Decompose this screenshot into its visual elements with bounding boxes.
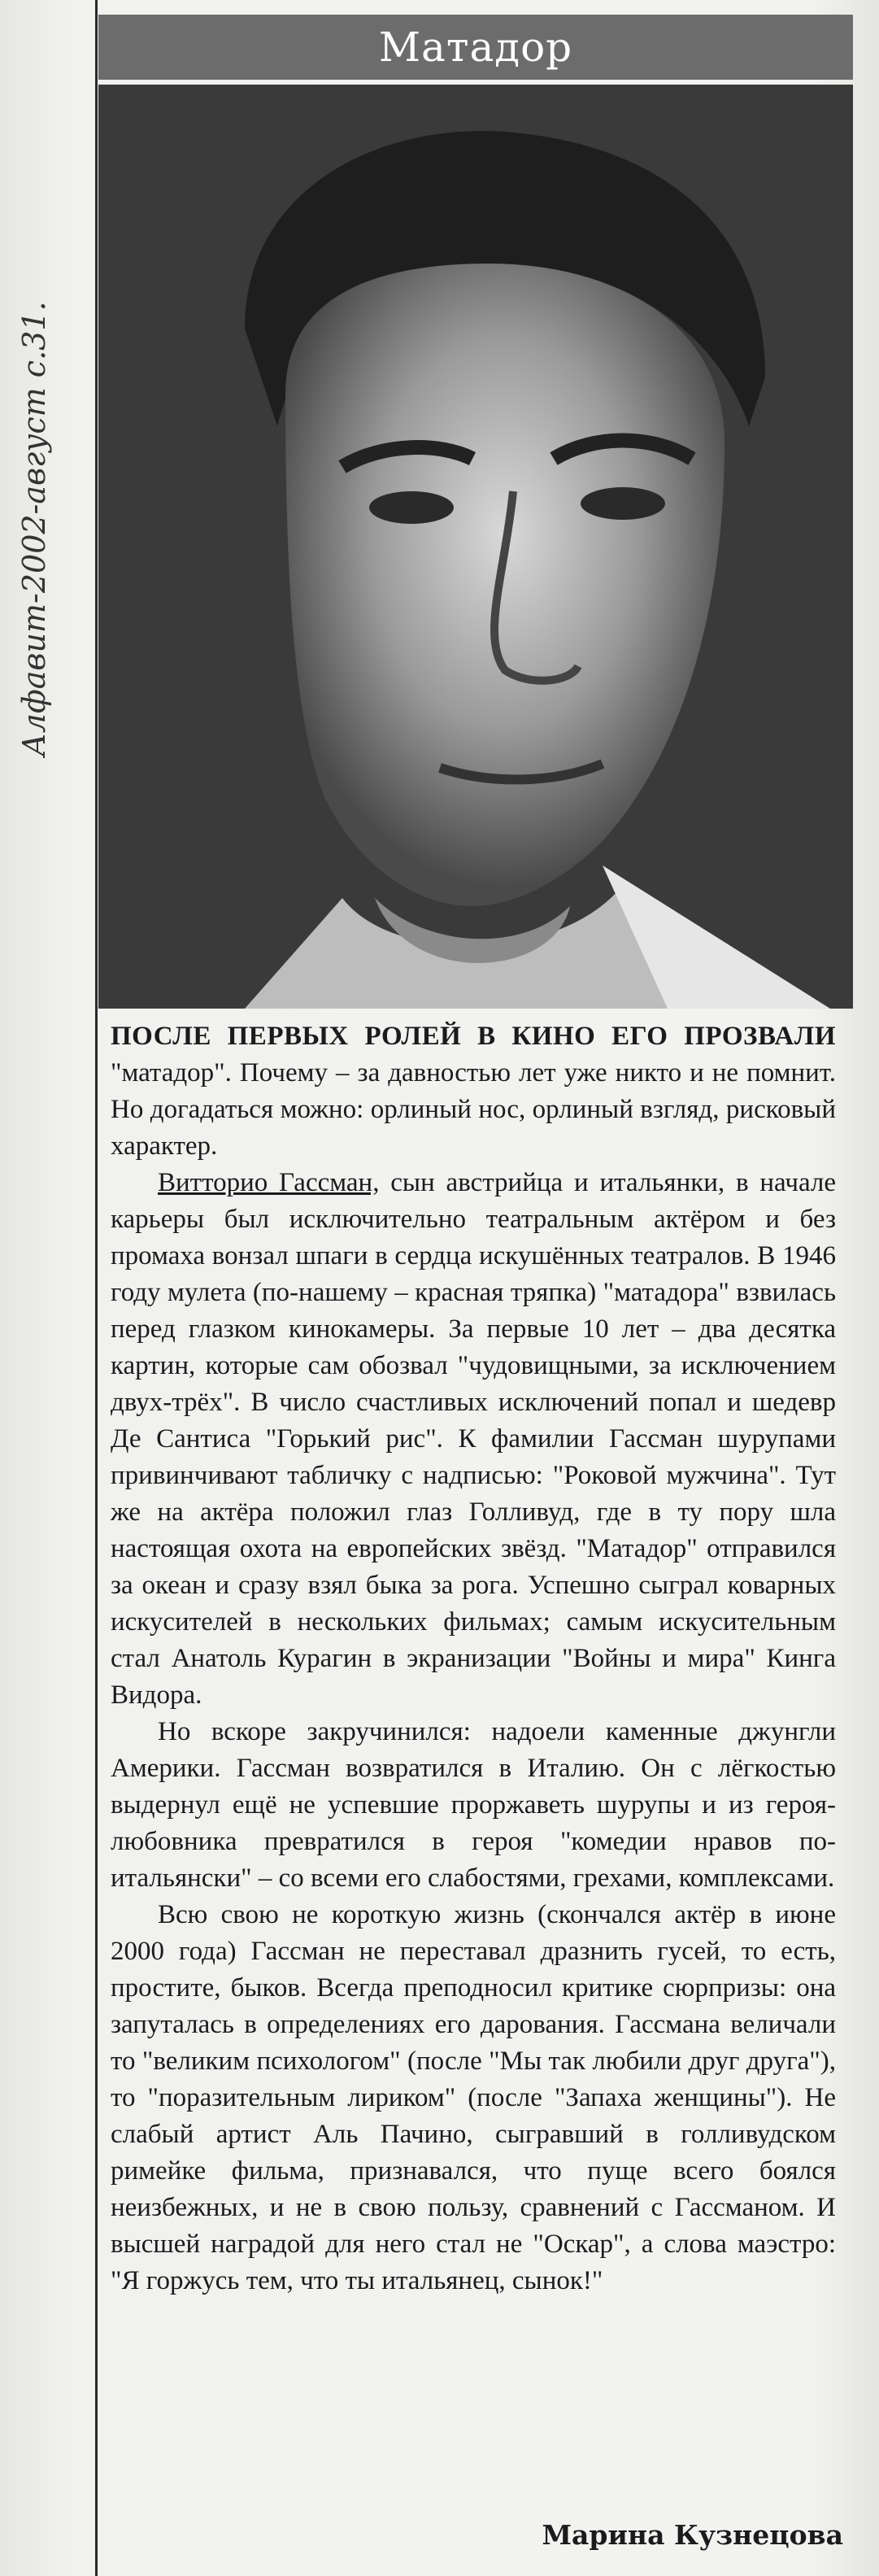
portrait-photo — [98, 85, 853, 1009]
column-rule — [95, 0, 98, 2576]
article-paragraph — [111, 1018, 836, 1165]
author-byline: Марина Кузнецова — [542, 2519, 843, 2551]
lead-text: "матадор". Почему – за давностью лет уже никто и не помнит. Но догадаться можно: орлиный нос, орлиный взгляд, рисковый характер. — [111, 1058, 836, 1161]
paragraph-text: сын австрийца и итальянки, в начале карьеры был исключительно театральным актёром и без промаха вонзал шпаги в сердца искушённых театралов. В 1946 году мулета (по-нашему – красная тряпка) "матадора" взвилась перед глазком кинокамеры. За первые 10 лет – два десятка картин, которые сам обозвал "чудовищными, за исключением двух-трёх". В число счастливых исключений попал и шедевр Де Сантиса "Горький рис". К фамилии Гассман шурупами привинчивают табличку с надписью: "Роковой мужчина". Тут же на актёра положил глаз Голливуд, где в ту пору шла настоящая охота на европейских звёзд. "Матадор" отправился за океан и сразу взял быка за рога. Успешно сыграл коварных искусителей в нескольких фильмах; самым искусительным стал Анатоль Курагин в экранизации "Войны и мира" Кинга Видора. — [111, 1168, 836, 1710]
section-header — [98, 15, 853, 80]
article-paragraph: Но вскоре закручинился: надоели каменные джунгли Америки. Гассман возвратился в Италию. Он с лёгкостью выдернул ещё не успевшие проржаветь шурупы и из героя-любовника превратился в героя "комедии нравов по-итальянски" – со всеми его слабостями, грехами, комплексами. — [111, 1717, 836, 1893]
article-body — [111, 1018, 836, 2299]
article-paragraph — [111, 1165, 836, 1714]
lead-caps: ПОСЛЕ ПЕРВЫХ РОЛЕЙ В КИНО ЕГО ПРОЗВАЛИ — [111, 1022, 836, 1051]
portrait-illustration — [98, 85, 853, 1009]
underlined-name: Витторио Гассман, — [158, 1168, 380, 1197]
handwritten-source-note: Алфавит-2002-август с.31. — [16, 301, 52, 756]
section-title: Матадор — [378, 24, 573, 71]
article-paragraph: Всю свою не короткую жизнь (скончался актёр в июне 2000 года) Гассман не переставал дразнить гусей, то есть, простите, быков. Всегда преподносил критике сюрпризы: она запуталась в определениях его дарования. Гассмана величали то "великим психологом" (после "Мы так любили друг друга"), то "поразительным лириком" (после "Запаха женщины"). Не слабый артист Аль Пачино, сыгравший в голливудском римейке фильма, признавался, что пуще всего боялся неизбежных, и не в свою пользу, сравнений с Гассманом. И высшей наградой для него стал не "Оскар", а слова маэстро: "Я горжусь тем, что ты итальянец, сынок!" — [111, 1900, 836, 2295]
